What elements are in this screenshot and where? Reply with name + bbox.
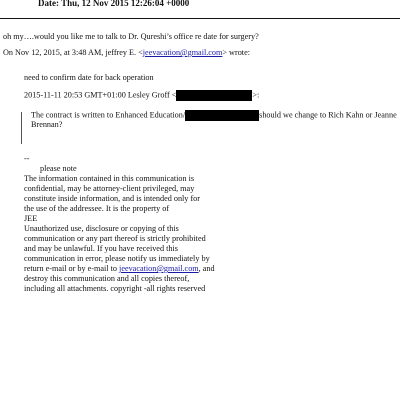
date-label: Date: — [38, 0, 59, 8]
redaction-block — [185, 110, 259, 121]
quote-bar — [21, 112, 22, 144]
header-divider — [0, 18, 400, 19]
redaction-block — [176, 90, 252, 101]
attribution-line — [3, 48, 250, 58]
disclaimer-email-suffix: , and — [198, 264, 215, 273]
reply-line: oh my….would you like me to talk to Dr. Qureshi’s office re date for surgery? — [3, 32, 259, 41]
signature-please-note: please note — [40, 164, 77, 173]
disclaimer-line: JEE — [24, 214, 38, 223]
nested-attribution-text: 2015-11-11 20:53 GMT+01:00 Lesley Groff < — [24, 90, 177, 100]
email-date-header — [38, 0, 189, 8]
disclaimer-line: communication or any part thereof is strictly prohibited — [24, 234, 206, 243]
nested-quote-line-1 — [31, 110, 397, 121]
nested-quote-text-b: should we change to Rich Kahn or Jeanne — [259, 110, 397, 120]
disclaimer-line: The information contained in this communication is — [24, 174, 195, 183]
nested-attribution-end: >: — [252, 90, 260, 100]
disclaimer-line: the use of the addressee. It is the property of — [24, 204, 170, 213]
date-value: Thu, 12 Nov 2015 12:26:04 +0000 — [61, 0, 190, 8]
disclaimer-line: including all attachments. copyright -all rights reserved — [24, 284, 206, 293]
quoted-message: need to confirm date for back operation — [24, 73, 154, 82]
disclaimer-line: destroy this communication and all copies thereof, — [24, 274, 190, 283]
disclaimer-line: confidential, may be attorney-client privileged, may — [24, 184, 195, 193]
disclaimer-line: Unauthorized use, disclosure or copying of this — [24, 224, 179, 233]
disclaimer-email-link[interactable]: jeevacation@gmail.com — [119, 264, 199, 273]
attribution-suffix: > wrote: — [222, 48, 250, 57]
attribution-email-link[interactable]: jeevacation@gmail.com — [142, 48, 223, 57]
disclaimer-line: and may be unlawful. If you have received this — [24, 244, 178, 253]
disclaimer-line-email — [24, 264, 215, 274]
nested-quote-line-2: Brennan? — [31, 120, 63, 129]
signature-separator: -- — [24, 154, 30, 163]
attribution-prefix: On Nov 12, 2015, at 3:48 AM, jeffrey E. < — [3, 48, 143, 57]
nested-attribution — [24, 90, 259, 101]
disclaimer-line: communication in error, please notify us immediately by — [24, 254, 210, 263]
nested-quote-text-a: The contract is written to Enhanced Education/ — [31, 110, 186, 120]
disclaimer-email-prefix: return e-mail or by e-mail to — [24, 264, 120, 273]
disclaimer-line: constitute inside information, and is intended only for — [24, 194, 200, 203]
signature-disclaimer — [24, 174, 215, 294]
